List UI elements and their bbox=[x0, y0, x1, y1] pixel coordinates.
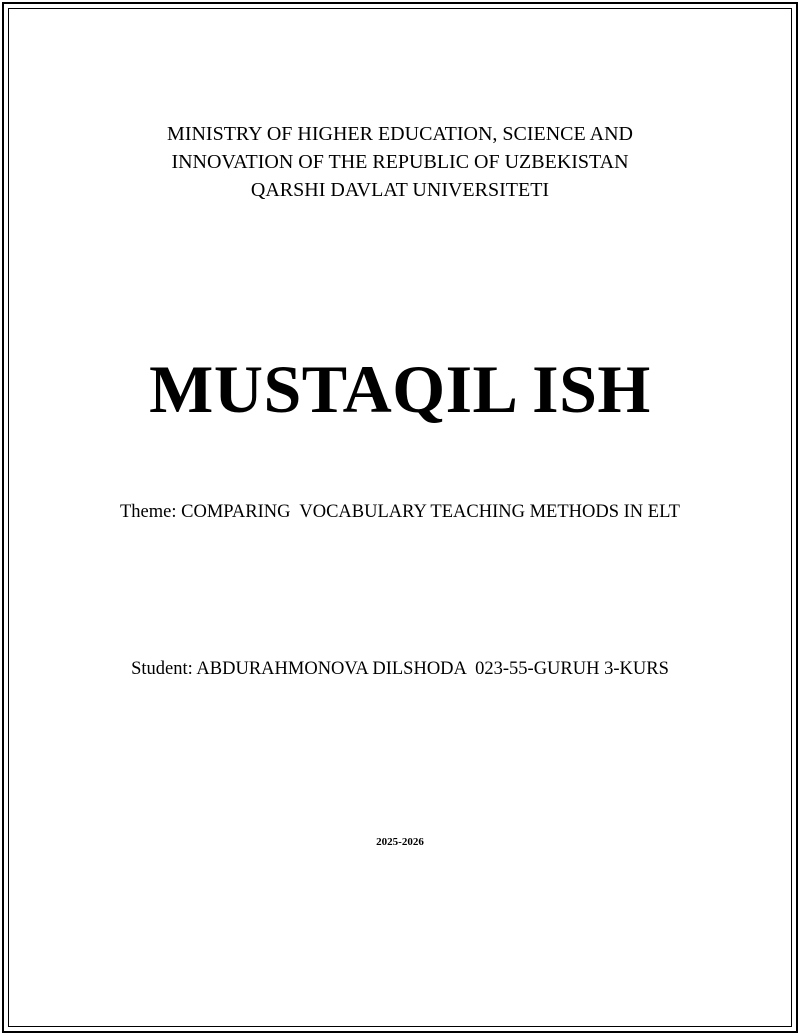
document-title: MUSTAQIL ISH bbox=[149, 351, 651, 427]
student-line: Student: ABDURAHMONOVA DILSHODA 023-55-GURUH 3-KURS bbox=[131, 659, 669, 679]
header-line-ministry: MINISTRY OF HIGHER EDUCATION, SCIENCE AND bbox=[167, 123, 633, 145]
academic-year: 2025-2026 bbox=[376, 836, 424, 848]
theme-line: Theme: COMPARING VOCABULARY TEACHING METHODS IN ELT bbox=[120, 502, 680, 522]
institution-header bbox=[0, 120, 800, 204]
header-line-republic: INNOVATION OF THE REPUBLIC OF UZBEKISTAN bbox=[171, 151, 629, 173]
header-line-university: QARSHI DAVLAT UNIVERSITETI bbox=[250, 179, 550, 201]
